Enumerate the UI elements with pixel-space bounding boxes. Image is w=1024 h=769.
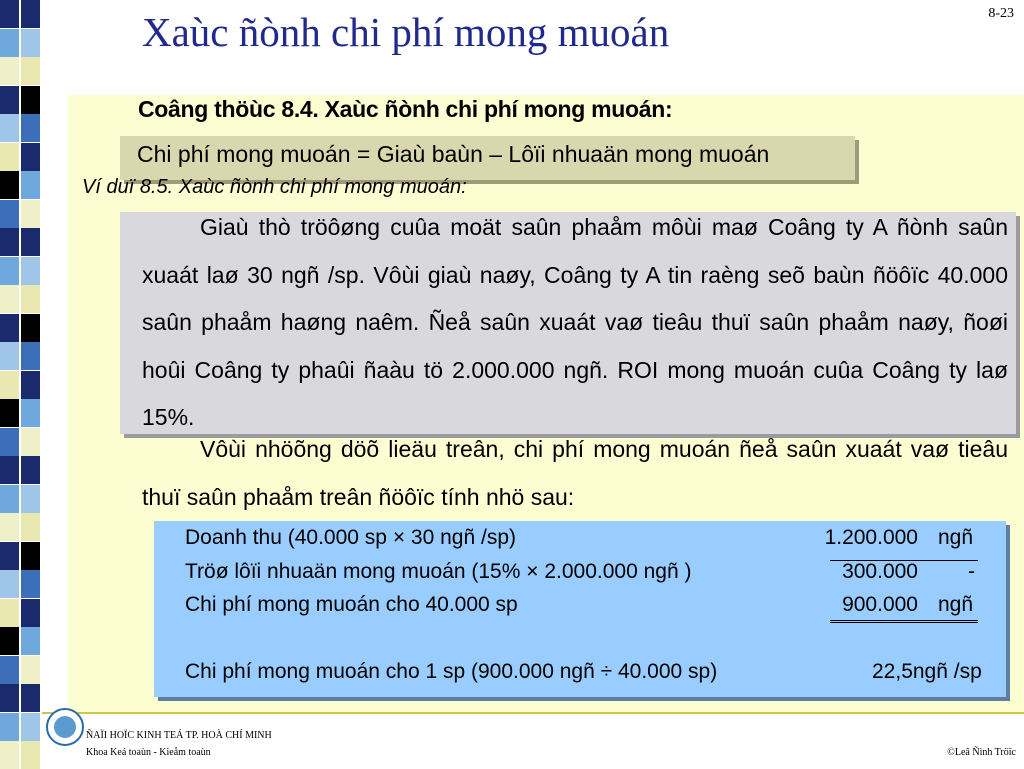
calc-unit-cost-label: Chi phí mong muoán cho 1 sp (900.000 ngñ ÷ 40.000 sp)	[185, 660, 718, 683]
strip-square	[21, 342, 40, 370]
strip-square	[0, 257, 19, 285]
footer-department: Khoa Keá toaùn - Kieåm toaùn	[86, 747, 211, 758]
strip-square	[0, 684, 19, 712]
strip-square	[21, 570, 40, 598]
strip-square	[0, 57, 19, 85]
strip-square	[0, 599, 19, 627]
calc-row-cost-label: Chi phí mong muoán cho 40.000 sp	[185, 593, 518, 616]
strip-square	[21, 200, 40, 228]
strip-square	[21, 456, 40, 484]
formula-heading: Coâng thöùc 8.4. Xaùc ñònh chi phí mong muoán:	[138, 96, 673, 122]
page-number: 8-23	[988, 6, 1014, 21]
slide-title: Xaùc ñònh chi phí mong muoán	[142, 9, 670, 55]
example-title: Ví duï 8.5. Xaùc ñònh chi phí mong muoán:	[82, 176, 467, 198]
strip-square	[0, 114, 19, 142]
example-paragraph-1	[142, 204, 1008, 442]
strip-square	[21, 257, 40, 285]
strip-square	[0, 513, 19, 541]
strip-square	[0, 342, 19, 370]
strip-square	[21, 86, 40, 114]
strip-square	[21, 171, 40, 199]
strip-square	[0, 428, 19, 456]
strip-square	[0, 656, 19, 684]
strip-square	[21, 57, 40, 85]
calc-row-revenue-unit: ngñ	[938, 526, 974, 549]
strip-square	[21, 428, 40, 456]
strip-square	[21, 485, 40, 513]
strip-square	[0, 371, 19, 399]
formula-box	[120, 136, 855, 180]
strip-square	[0, 485, 19, 513]
strip-square	[0, 285, 19, 313]
calc-row-profit-value: 300.000	[842, 560, 918, 583]
strip-square	[0, 741, 19, 769]
strip-square	[0, 456, 19, 484]
strip-square	[0, 314, 19, 342]
calc-row-profit-label: Tröø lôïi nhuaän mong muoán (15% × 2.000.000 ngñ )	[185, 560, 692, 583]
strip-square	[0, 570, 19, 598]
strip-square	[21, 656, 40, 684]
example-paragraph-2-text: Vôùi nhöõng döõ lieäu treân, chi phí mong muoán ñeå saûn xuaát vaø tieâu thuï saûn phaåm treân ñöôïc tính nhö sau:	[142, 436, 1008, 510]
strip-square	[0, 399, 19, 427]
strip-square	[0, 542, 19, 570]
calc-unit-cost-value: 22,5ngñ /sp	[872, 660, 982, 683]
strip-square	[21, 114, 40, 142]
formula-equation: Chi phí mong muoán = Giaù baùn – Lôïi nhuaän mong muoán	[137, 141, 770, 167]
strip-square	[21, 285, 40, 313]
strip-square	[0, 0, 19, 28]
strip-square	[21, 314, 40, 342]
calc-row-profit-unit: -	[968, 560, 975, 583]
strip-square	[0, 713, 19, 741]
strip-square	[21, 371, 40, 399]
strip-square	[0, 200, 19, 228]
strip-square	[21, 599, 40, 627]
strip-square	[0, 171, 19, 199]
footer-author: ©Leâ Ñình Tröïc	[947, 747, 1016, 758]
footer-university: ÑAÏI HOÏC KINH TEÁ TP. HOÀ CHÍ MINH	[86, 730, 272, 741]
strip-square	[0, 627, 19, 655]
strip-square	[21, 143, 40, 171]
example-paragraph-2	[142, 426, 1008, 521]
strip-square	[21, 741, 40, 769]
strip-square	[21, 513, 40, 541]
calc-row-revenue-label: Doanh thu (40.000 sp × 30 ngñ /sp)	[185, 526, 516, 549]
strip-square	[0, 86, 19, 114]
strip-square	[0, 228, 19, 256]
calc-row-cost-value: 900.000	[842, 593, 918, 616]
university-logo-icon	[46, 708, 84, 746]
strip-square	[21, 228, 40, 256]
strip-square	[21, 542, 40, 570]
strip-square	[21, 684, 40, 712]
strip-square	[21, 0, 40, 28]
strip-square	[0, 29, 19, 57]
footer-divider	[42, 712, 1024, 714]
strip-square	[21, 29, 40, 57]
strip-square	[21, 627, 40, 655]
calc-row-revenue-value: 1.200.000	[824, 526, 918, 549]
calc-row-cost-unit: ngñ	[938, 593, 974, 616]
strip-square	[0, 143, 19, 171]
strip-square	[21, 399, 40, 427]
decorative-left-strip	[0, 0, 42, 768]
example-paragraph-1-text: Giaù thò tröôøng cuûa moät saûn phaåm môùi maø Coâng ty A ñònh saûn xuaát laø 30 ngñ /sp. Vôùi giaù naøy, Coâng ty A tin raèng seõ baùn ñöôïc 40.000 saûn phaåm haøng naêm. Ñeå saûn xuaát vaø tieâu thuï saûn phaåm naøy, ñoøi hoûi Coâng ty phaûi ñaàu tö 2.000.000 ngñ. ROI mong muoán cuûa Coâng ty laø 15%.	[142, 214, 1008, 430]
strip-square	[21, 713, 40, 741]
